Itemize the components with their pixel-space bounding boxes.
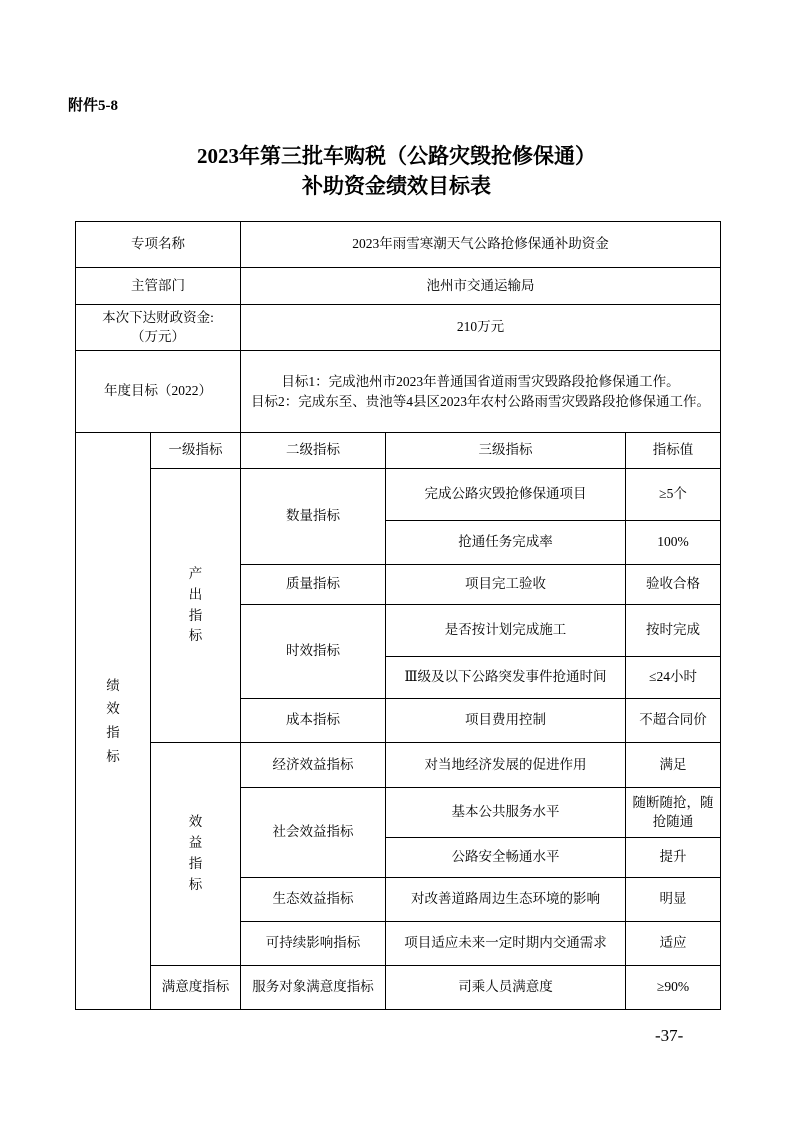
value-cell: 按时完成	[626, 605, 721, 657]
row-department	[76, 268, 721, 305]
row-funds	[76, 305, 721, 351]
funds-value: 210万元	[241, 305, 721, 351]
row-project-name	[76, 222, 721, 268]
header-level3: 三级指标	[386, 433, 626, 469]
indicator-cell: 司乘人员满意度	[386, 966, 626, 1010]
value-cell: 100%	[626, 521, 721, 565]
side-label-vertical-text: 绩效指标	[106, 677, 120, 764]
department-label: 主管部门	[76, 268, 241, 305]
page-number: -37-	[655, 1026, 684, 1045]
indicator-row-quantity-1	[76, 469, 721, 521]
level2-cell-cost: 成本指标	[241, 699, 386, 743]
funds-label-line1: 本次下达财政资金:	[102, 310, 214, 326]
annual-goal-label: 年度目标（2022）	[76, 351, 241, 433]
value-cell: 满足	[626, 743, 721, 788]
title-line-2: 补助资金绩效目标表	[302, 173, 491, 198]
indicator-cell: 项目适应未来一定时期内交通需求	[386, 922, 626, 966]
indicator-cell: 项目完工验收	[386, 565, 626, 605]
indicator-cell: 对当地经济发展的促进作用	[386, 743, 626, 788]
header-level2: 二级指标	[241, 433, 386, 469]
level1-cell-benefit	[151, 743, 241, 966]
value-cell: ≥5个	[626, 469, 721, 521]
side-label-cell	[76, 433, 151, 1010]
funds-label	[76, 305, 241, 351]
funds-label-line2: （万元）	[131, 328, 185, 344]
title-line-1: 2023年第三批车购税（公路灾毁抢修保通）	[197, 144, 596, 168]
header-value: 指标值	[626, 433, 721, 469]
level2-cell-economic: 经济效益指标	[241, 743, 386, 788]
indicator-cell: 公路安全畅通水平	[386, 838, 626, 878]
level2-cell-quality: 质量指标	[241, 565, 386, 605]
indicator-row-satisfaction-1	[76, 966, 721, 1010]
level1-cell-satisfaction: 满意度指标	[151, 966, 241, 1010]
indicator-row-economic-1	[76, 743, 721, 788]
level1-benefit-text: 效益指标	[188, 814, 203, 892]
value-cell: ≤24小时	[626, 657, 721, 699]
performance-target-table	[75, 221, 721, 1010]
value-cell: 验收合格	[626, 565, 721, 605]
value-cell: ≥90%	[626, 966, 721, 1010]
department-value: 池州市交通运输局	[241, 268, 721, 305]
indicator-cell: 项目费用控制	[386, 699, 626, 743]
level2-cell-service-satisfaction: 服务对象满意度指标	[241, 966, 386, 1010]
value-cell: 随断随抢，随抢随通	[626, 788, 721, 838]
project-name-label: 专项名称	[76, 222, 241, 268]
level2-cell-social: 社会效益指标	[241, 788, 386, 878]
goal-line-2: 目标2：完成东至、贵池等4县区2023年农村公路雨雪灾毁路段抢修保通工作。	[251, 393, 710, 409]
row-indicator-header	[76, 433, 721, 469]
header-level1: 一级指标	[151, 433, 241, 469]
attachment-label: 附件5-8	[68, 98, 118, 114]
level2-cell-sustainable: 可持续影响指标	[241, 922, 386, 966]
level2-cell-quantity: 数量指标	[241, 469, 386, 565]
annual-goal-value	[241, 351, 721, 433]
level2-cell-timeliness: 时效指标	[241, 605, 386, 699]
value-cell: 明显	[626, 878, 721, 922]
goal-line-1: 目标1：完成池州市2023年普通国省道雨雪灾毁路段抢修保通工作。	[281, 373, 680, 389]
row-annual-goal	[76, 351, 721, 433]
value-cell: 提升	[626, 838, 721, 878]
value-cell: 适应	[626, 922, 721, 966]
indicator-cell: 抢通任务完成率	[386, 521, 626, 565]
document-title	[0, 142, 793, 202]
value-cell: 不超合同价	[626, 699, 721, 743]
indicator-cell: 完成公路灾毁抢修保通项目	[386, 469, 626, 521]
project-name-value: 2023年雨雪寒潮天气公路抢修保通补助资金	[241, 222, 721, 268]
indicator-cell: 是否按计划完成施工	[386, 605, 626, 657]
level1-cell-output	[151, 469, 241, 743]
indicator-cell: Ⅲ级及以下公路突发事件抢通时间	[386, 657, 626, 699]
level1-output-text: 产出指标	[188, 565, 203, 644]
indicator-cell: 对改善道路周边生态环境的影响	[386, 878, 626, 922]
level2-cell-ecological: 生态效益指标	[241, 878, 386, 922]
indicator-cell: 基本公共服务水平	[386, 788, 626, 838]
